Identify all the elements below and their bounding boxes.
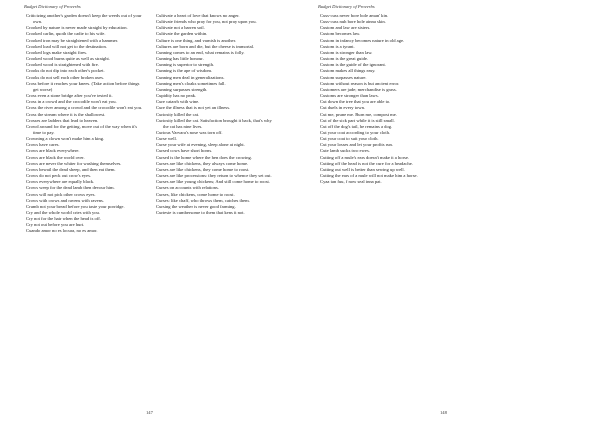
proverb-entry: Cross even a stone bridge after you've tested it. — [26, 93, 113, 99]
proverb-entry: Cross before it reaches your knees. (Take action before things get worse) — [26, 80, 140, 92]
proverb-entry: Crowd around for the getting, move out of the way when it's time to pay. — [26, 123, 138, 135]
proverb-entry: Curiosity killed the cat. — [156, 111, 200, 117]
proverb-entry: Curses are like chickens, they come home to roost. — [156, 166, 250, 172]
proverb-entry: Crooks do not sell each other broken axes. — [26, 74, 105, 80]
proverb-entry: Cutting out well is better than sewing up well. — [320, 166, 405, 172]
proverb-entry: Cunning men deal in generalizations. — [156, 74, 225, 80]
proverb-entry: Cut your coat according to your cloth. — [320, 129, 391, 135]
proverb-entry: Cut off the dog's tail, he remains a dog. — [320, 123, 393, 129]
proverb-entry: Customers are jade; merchandise is grass. — [320, 86, 397, 92]
proverb-entry: Crosses are ladders that lead to heaven. — [26, 117, 99, 123]
proverb-entry: Cunning is the ape of wisdom. — [156, 68, 213, 74]
proverb-entry: Cutting off the head is not the cure for a headache. — [320, 160, 413, 166]
proverb-entry: Cute lamb sucks two ewes. — [320, 148, 370, 154]
proverb-entry: Curses on accounts with relations. — [156, 185, 219, 191]
proverb-entry: Curses: like chaff, who throws them, catches them. — [156, 197, 250, 203]
proverb-entry: Cultivate friends who pray for you, not pray upon you. — [156, 19, 257, 25]
proverb-entry: Crows are never the whiter for washing themselves. — [26, 160, 122, 166]
proverb-entry: Cupidity has no peak. — [156, 93, 197, 99]
proverb-entry: Cunning men's cloaks sometimes fall. — [156, 80, 226, 86]
proverb-entry: Cursing the weather is never good farming. — [156, 203, 236, 209]
column-right-1 — [320, 13, 442, 185]
proverb-entry: Cut me, prune me. Burn me, compost me. — [320, 111, 397, 117]
proverb-entry: Customs are stronger than laws. — [320, 93, 379, 99]
proverb-entry: Cunning has little honour. — [156, 56, 204, 62]
proverb-entry: Cut your losses and let your profits run. — [320, 142, 393, 148]
proverb-entry: Crows are black the world over. — [26, 154, 85, 160]
proverb-entry: Custom surpasses nature. — [320, 74, 367, 80]
proverb-entry: Cross in a crowd and the crocodile won't eat you. — [26, 99, 117, 105]
proverb-entry: Crooked wood is straightened with fire. — [26, 62, 99, 68]
proverb-entry: Cunning is superior to strength. — [156, 62, 215, 68]
proverb-entry: Culture is one thing, and varnish is another. — [156, 37, 236, 43]
page-number: 147 — [146, 410, 153, 415]
proverb-entry: Crows do not peck out crow's eyes. — [26, 173, 92, 179]
proverb-entry: Cure the illness that is not yet an illness. — [156, 105, 231, 111]
proverb-entry: Custom is the guide of the ignorant. — [320, 62, 386, 68]
proverb-entry: Crows have cares. — [26, 142, 60, 148]
proverb-entry: Crooks do not dip into each other's pocket. — [26, 68, 105, 74]
proverb-entry: Curse well. — [156, 136, 177, 142]
proverb-entry: Crows everywhere are equally black. — [26, 179, 95, 185]
proverb-entry: Crumb not your bread before you taste your porridge. — [26, 203, 125, 209]
proverb-entry: Cultivate the garden within. — [156, 31, 208, 37]
proverb-entry: Cutting off a mule's ears doesn't make it a horse. — [320, 154, 410, 160]
proverb-entry: Curses are like young chickens; And still come home to roost. — [156, 179, 270, 185]
running-header: Budget Dictionary of Proverbs — [24, 4, 81, 9]
proverb-entry: Cut down the tree that you are able to. — [320, 99, 391, 105]
proverb-entry: Cut your coat to suit your cloth. — [320, 136, 379, 142]
proverb-entry: Curses, like chickens, come home to roost. — [156, 191, 235, 197]
proverb-entry: Criticizing another's garden doesn't keep the weeds out of your own. — [26, 13, 142, 25]
proverb-entry: Custom is the great guide. — [320, 56, 369, 62]
proverb-entry: Custom without reason is but ancient error. — [320, 80, 400, 86]
proverb-entry: Crooked by nature is never made straight by education. — [26, 25, 128, 31]
proverb-entry: Crows bewail the dead sheep, and then eat them. — [26, 166, 116, 172]
proverb-entry: Cuss-cuss nuh bore hole ainna skin. — [320, 19, 386, 25]
proverb-entry: Crooked logs make straight fires. — [26, 49, 88, 55]
column-left-2 — [156, 13, 274, 216]
proverb-entry: Cure catarrh with wine. — [156, 99, 200, 105]
proverb-entry: Curiosity killed the cat. Satisfaction brought it back, that's why the cat has nine lives. — [156, 117, 272, 129]
proverb-entry: Custom makes all things easy. — [320, 68, 376, 74]
proverb-entry: Cultivate not a barren soil. — [156, 25, 205, 31]
proverb-entry: Cry not for the hair when the head is off. — [26, 216, 101, 222]
proverb-entry: Custom becomes law. — [320, 31, 361, 37]
proverb-entry: Cry not out before you are hurt. — [26, 222, 85, 228]
proverb-entry: Cultures are born and die, but the cheese is immortal. — [156, 43, 255, 49]
proverb-entry: Curtesie is cumbersome to them that kens it not. — [156, 210, 245, 215]
page-number: 148 — [440, 410, 447, 415]
proverb-entry: Cross the river among a crowd and the crocodile won't eat you. — [26, 105, 143, 111]
proverb-entry: Crooked load will not get to the destination. — [26, 43, 107, 49]
proverb-entry: Cutting the ears of a mule will not make him a horse. — [320, 173, 418, 179]
proverb-entry: Crows are black everywhere. — [26, 148, 80, 154]
proverb-entry: Custom is a tyrant. — [320, 43, 355, 49]
proverb-entry: Cry and the whole world cries with you. — [26, 210, 100, 215]
proverb-entry: Cunning surpasses strength. — [156, 86, 208, 92]
proverb-entry: Cut duels in every town. — [320, 105, 366, 111]
proverb-entry: Crows will not pick other crows eyes. — [26, 191, 96, 197]
proverb-entry: Curses are like chickens, they always come home. — [156, 160, 249, 166]
proverb-entry: Curses are like processions: they return to whence they set out. — [156, 173, 272, 179]
proverb-entry: Crows with crows and ravens with ravens. — [26, 197, 104, 203]
running-header: Budget Dictionary of Proverbs — [318, 4, 375, 9]
proverb-entry: Curse your wife at evening, sleep alone at night. — [156, 142, 245, 148]
proverb-entry: Crooked wood burns quite as well as straight. — [26, 56, 110, 62]
proverb-entry: Crows weep for the dead lamb then devour him. — [26, 185, 115, 191]
proverb-entry: Crowning a clown won't make him a king. — [26, 136, 105, 142]
proverb-entry: Cultivate a heart of love that knows no anger. — [156, 13, 240, 18]
proverb-entry: Cursed is the home where the hen does the crowing. — [156, 154, 252, 160]
proverb-entry: Cursed cows have short horns. — [156, 148, 213, 154]
proverb-entry: Cross the stream where it is the shallowest. — [26, 111, 106, 117]
proverb-entry: Cunning comes to an end, what remains is folly. — [156, 49, 245, 55]
proverb-entry: Cuss-cuss never bore bole aman' kin. — [320, 13, 389, 18]
proverb-entry: Custom is stronger than law. — [320, 49, 373, 55]
proverb-entry: Cyaa tan fuu, f now seal inna pat. — [320, 179, 382, 185]
column-left-1 — [26, 13, 145, 235]
right-page — [300, 0, 600, 424]
proverb-entry: Cuando amor no es locura, no es amor. — [26, 228, 98, 234]
proverb-entry: Crooked iron may be straightened with a hammer. — [26, 37, 119, 43]
proverb-entry: Cut of the sick part while it is still small. — [320, 117, 395, 123]
proverb-entry: Curious Varvara's nose was torn off. — [156, 129, 223, 135]
proverb-entry: Custom and law are sisters. — [320, 25, 371, 31]
proverb-entry: Crooked carlin, quoth the cadie to his wife. — [26, 31, 106, 37]
proverb-entry: Custom in infancy becomes nature in old age. — [320, 37, 405, 43]
